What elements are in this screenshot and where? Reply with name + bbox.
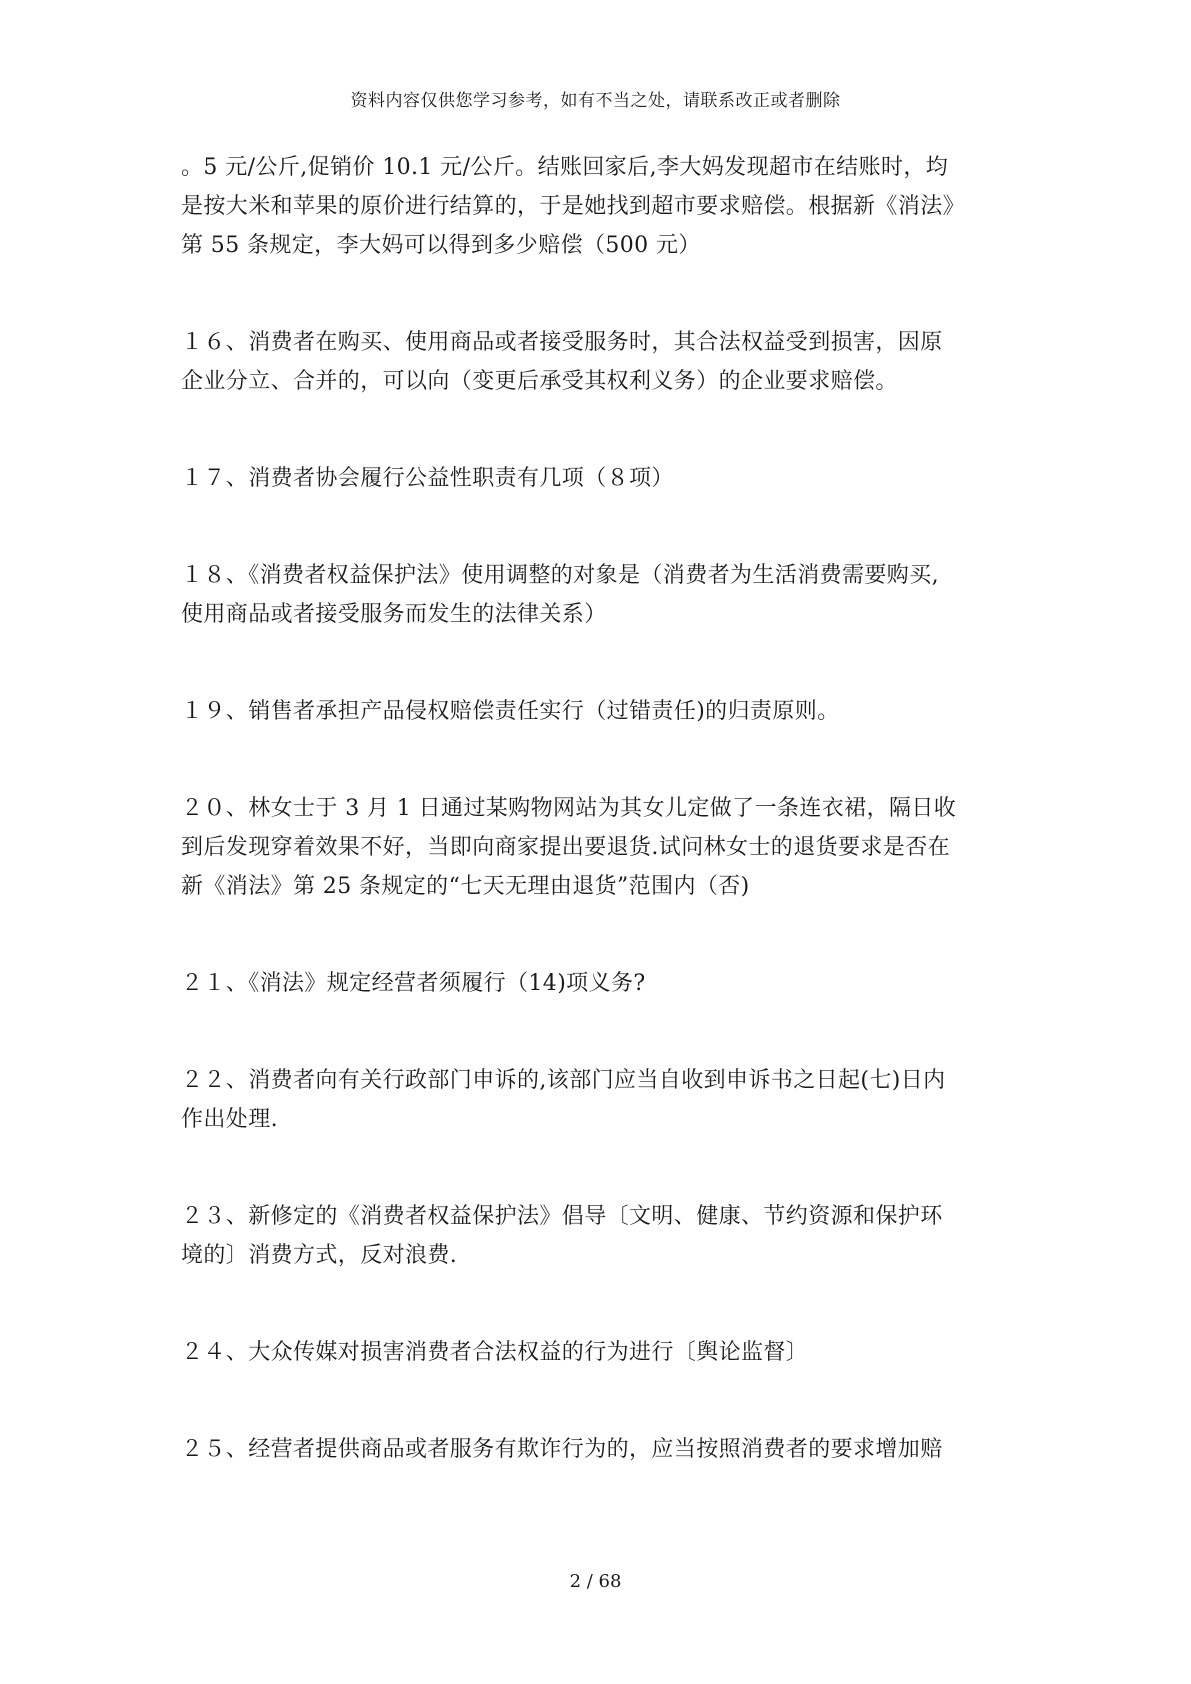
question-19 — [181, 692, 1019, 731]
document-body — [181, 148, 1019, 1527]
question-22 — [181, 1061, 1019, 1139]
text-line: ２５、经营者提供商品或者服务有欺诈行为的，应当按照消费者的要求增加赔 — [181, 1437, 943, 1462]
question-24 — [181, 1333, 1019, 1372]
text-line: 第 55 条规定，李大妈可以得到多少赔偿（500 元） — [181, 233, 701, 258]
text-line: 。5 元/公斤,促销价 10.1 元/公斤。结账回家后,李大妈发现超市在结账时，均 — [181, 155, 949, 180]
paragraph-continuation — [181, 148, 1019, 265]
question-18 — [181, 556, 1019, 634]
text-line: ２３、新修定的《消费者权益保护法》倡导〔文明、健康、节约资源和保护环 — [181, 1204, 943, 1229]
question-21 — [181, 964, 1019, 1003]
question-17 — [181, 459, 1019, 498]
question-16 — [181, 323, 1019, 401]
page-number: 2 / 68 — [569, 1571, 622, 1592]
text-line: ２０、林女士于 3 月 1 日通过某购物网站为其女儿定做了一条连衣裙，隔日收 — [181, 796, 957, 821]
question-25 — [181, 1430, 1019, 1469]
question-23 — [181, 1197, 1019, 1275]
text-line: １７、消费者协会履行公益性职责有几项（８项） — [181, 466, 674, 491]
text-line: 作出处理. — [181, 1107, 278, 1132]
text-line: 境的〕消费方式，反对浪费. — [181, 1243, 458, 1268]
text-line: 是按大米和苹果的原价进行结算的，于是她找到超市要求赔偿。根据新《消法》 — [181, 194, 966, 219]
text-line: １９、销售者承担产品侵权赔偿责任实行（过错责任)的归责原则。 — [181, 699, 840, 724]
text-line: ２２、消费者向有关行政部门申诉的,该部门应当自收到申诉书之日起(七)日内 — [181, 1068, 946, 1093]
text-line: １８、《消费者权益保护法》使用调整的对象是（消费者为生活消费需要购买, — [181, 563, 939, 588]
text-line: ２４、大众传媒对损害消费者合法权益的行为进行〔舆论监督〕 — [181, 1340, 809, 1365]
question-20 — [181, 789, 1019, 906]
page-header: 资料内容仅供您学习参考，如有不当之处，请联系改正或者删除 — [350, 91, 841, 111]
text-line: 到后发现穿着效果不好，当即向商家提出要退货.试问林女士的退货要求是否在 — [181, 835, 950, 860]
text-line: １６、消费者在购买、使用商品或者接受服务时，其合法权益受到损害，因原 — [181, 330, 943, 355]
text-line: 新《消法》第 25 条规定的“七天无理由退货”范围内（否) — [181, 874, 750, 899]
text-line: ２１、《消法》规定经营者须履行（14)项义务? — [181, 971, 646, 996]
text-line: 企业分立、合并的，可以向（变更后承受其权利义务）的企业要求赔偿。 — [181, 369, 898, 394]
text-line: 使用商品或者接受服务而发生的法律关系） — [181, 602, 607, 627]
